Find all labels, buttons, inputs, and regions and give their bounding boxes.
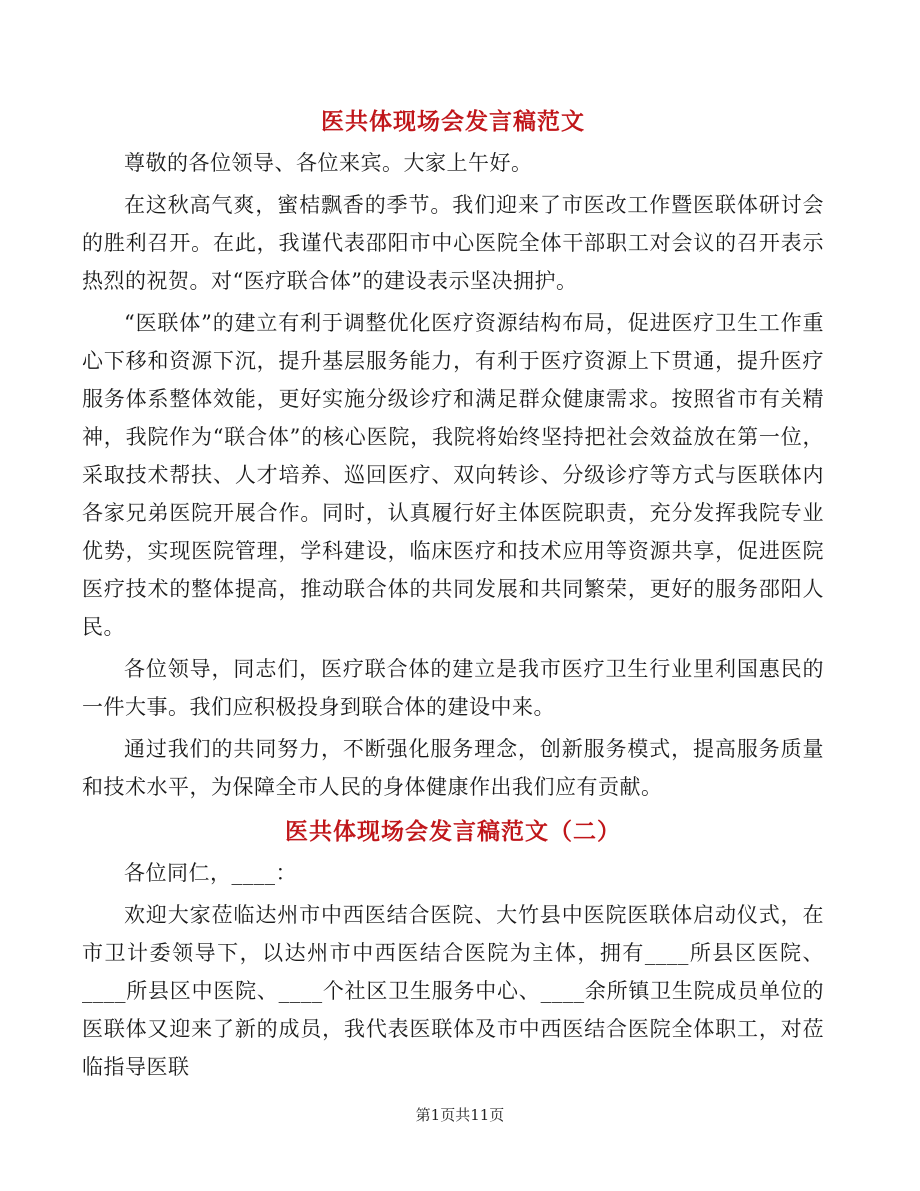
- section-1-title: 医共体现场会发言稿范文: [321, 108, 585, 135]
- section-1-paragraph-1: 尊敬的各位领导、各位来宾。大家上午好。: [124, 151, 533, 175]
- section-2-title: 医共体现场会发言稿范文（二）: [285, 818, 621, 845]
- document-page: [82, 100, 824, 1090]
- section-1-paragraph-2: 在这秋高气爽，蜜桔飘香的季节。我们迎来了市医改工作暨医联体研讨会的胜利召开。在此，我谨代表邵阳市中心医院全体干部职工对会议的召开表示热烈的祝贺。对“医疗联合体”的建设表示坚决拥护。: [82, 193, 824, 293]
- page-number-footer: 第1页共11页: [415, 1106, 505, 1124]
- section-1-paragraph-5: 通过我们的共同努力，不断强化服务理念，创新服务模式，提高服务质量和技术水平，为保障全市人民的身体健康作出我们应有贡献。: [82, 737, 824, 799]
- section-1-paragraph-4: 各位领导，同志们，医疗联合体的建立是我市医疗卫生行业里利国惠民的一件大事。我们应积极投身到联合体的建设中来。: [82, 657, 824, 719]
- section-1-paragraph-3: “医联体”的建立有利于调整优化医疗资源结构布局，促进医疗卫生工作重心下移和资源下沉，提升基层服务能力，有利于医疗资源上下贯通，提升医疗服务体系整体效能，更好实施分级诊疗和满足群众健康需求。按照省市有关精神，我院作为“联合体”的核心医院，我院将始终坚持把社会效益放在第一位，采取技术帮扶、人才培养、巡回医疗、双向转诊、分级诊疗等方式与医联体内各家兄弟医院开展合作。同时，认真履行好主体医院职责，充分发挥我院专业优势，实现医院管理，学科建设，临床医疗和技术应用等资源共享，促进医院医疗技术的整体提高，推动联合体的共同发展和共同繁荣，更好的服务邵阳人民。: [82, 311, 824, 639]
- section-2-paragraph-1: 各位同仁，____：: [124, 861, 297, 885]
- section-2-paragraph-2: 欢迎大家莅临达州市中西医结合医院、大竹县中医院医联体启动仪式，在市卫计委领导下，以达州市中西医结合医院为主体，拥有____所县区医院、____所县区中医院、____个社区卫生服务中心、____余所镇卫生院成员单位的医联体又迎来了新的成员，我代表医联体及市中西医结合医院全体职工，对莅临指导医联: [82, 903, 824, 1079]
